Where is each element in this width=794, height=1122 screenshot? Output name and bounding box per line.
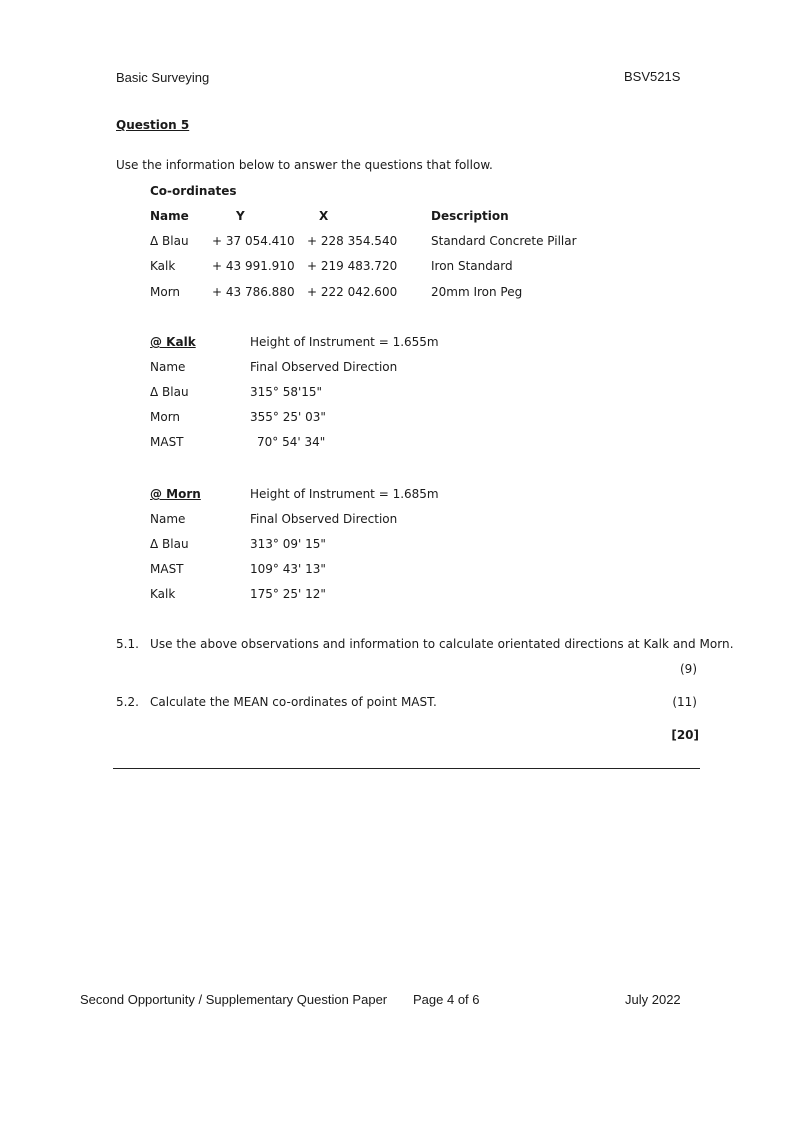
- morn-obs-name: Kalk: [150, 587, 176, 601]
- sub-question-number: 5.2.: [116, 695, 139, 709]
- coords-col-x: X: [319, 209, 329, 223]
- header-course-code: BSV521S: [624, 69, 681, 84]
- station-morn-instrument-height: Height of Instrument = 1.685m: [250, 487, 439, 501]
- sub-question-text: Calculate the MEAN co-ordinates of point MAST.: [150, 695, 437, 709]
- section-divider: [113, 768, 700, 769]
- kalk-obs-name: Δ Blau: [150, 385, 189, 399]
- sub-question-number: 5.1.: [116, 637, 139, 651]
- coords-row-y: + 43 786.880: [212, 285, 295, 299]
- kalk-obs-direction: 355° 25' 03": [250, 410, 326, 424]
- kalk-obs-direction: 70° 54' 34": [257, 435, 326, 449]
- station-morn-title: @ Morn: [150, 487, 201, 501]
- sub-question-text: Use the above observations and information to calculate orientated directions at Kalk and Morn.: [150, 637, 734, 651]
- kalk-obs-direction: 315° 58'15": [250, 385, 323, 399]
- morn-obs-name: MAST: [150, 562, 184, 576]
- sub-question-marks: (11): [672, 695, 697, 709]
- footer-paper-type: Second Opportunity / Supplementary Question Paper: [80, 992, 388, 1007]
- coords-row-y: + 37 054.410: [212, 234, 295, 248]
- coords-col-y: Y: [236, 209, 245, 223]
- footer-date: July 2022: [625, 992, 681, 1007]
- sub-question-marks: (9): [680, 662, 697, 676]
- station-kalk-title: @ Kalk: [150, 335, 196, 349]
- coords-row-name: Δ Blau: [150, 234, 189, 248]
- coords-row-description: Standard Concrete Pillar: [431, 234, 577, 248]
- question-title: Question 5: [116, 118, 190, 132]
- footer-page-number: Page 4 of 6: [413, 992, 480, 1007]
- total-marks: [20]: [671, 728, 699, 742]
- coords-row-description: 20mm Iron Peg: [431, 285, 523, 299]
- coords-row-name: Morn: [150, 285, 181, 299]
- station-morn-col-name: Name: [150, 512, 186, 526]
- coordinates-heading: Co-ordinates: [150, 184, 237, 198]
- station-kalk-instrument-height: Height of Instrument = 1.655m: [250, 335, 439, 349]
- coords-row-y: + 43 991.910: [212, 259, 295, 273]
- kalk-obs-name: Morn: [150, 410, 181, 424]
- morn-obs-direction: 175° 25' 12": [250, 587, 326, 601]
- coords-col-name: Name: [150, 209, 189, 223]
- coords-row-description: Iron Standard: [431, 259, 513, 273]
- station-kalk-col-name: Name: [150, 360, 186, 374]
- station-morn-col-direction: Final Observed Direction: [250, 512, 398, 526]
- kalk-obs-name: MAST: [150, 435, 184, 449]
- intro-text: Use the information below to answer the questions that follow.: [116, 158, 493, 172]
- morn-obs-direction: 313° 09' 15": [250, 537, 326, 551]
- coords-row-x: + 219 483.720: [307, 259, 398, 273]
- header-course-title: Basic Surveying: [116, 70, 210, 85]
- coords-row-x: + 228 354.540: [307, 234, 398, 248]
- coords-col-description: Description: [431, 209, 509, 223]
- coords-row-name: Kalk: [150, 259, 176, 273]
- morn-obs-name: Δ Blau: [150, 537, 189, 551]
- station-kalk-col-direction: Final Observed Direction: [250, 360, 398, 374]
- morn-obs-direction: 109° 43' 13": [250, 562, 326, 576]
- coords-row-x: + 222 042.600: [307, 285, 398, 299]
